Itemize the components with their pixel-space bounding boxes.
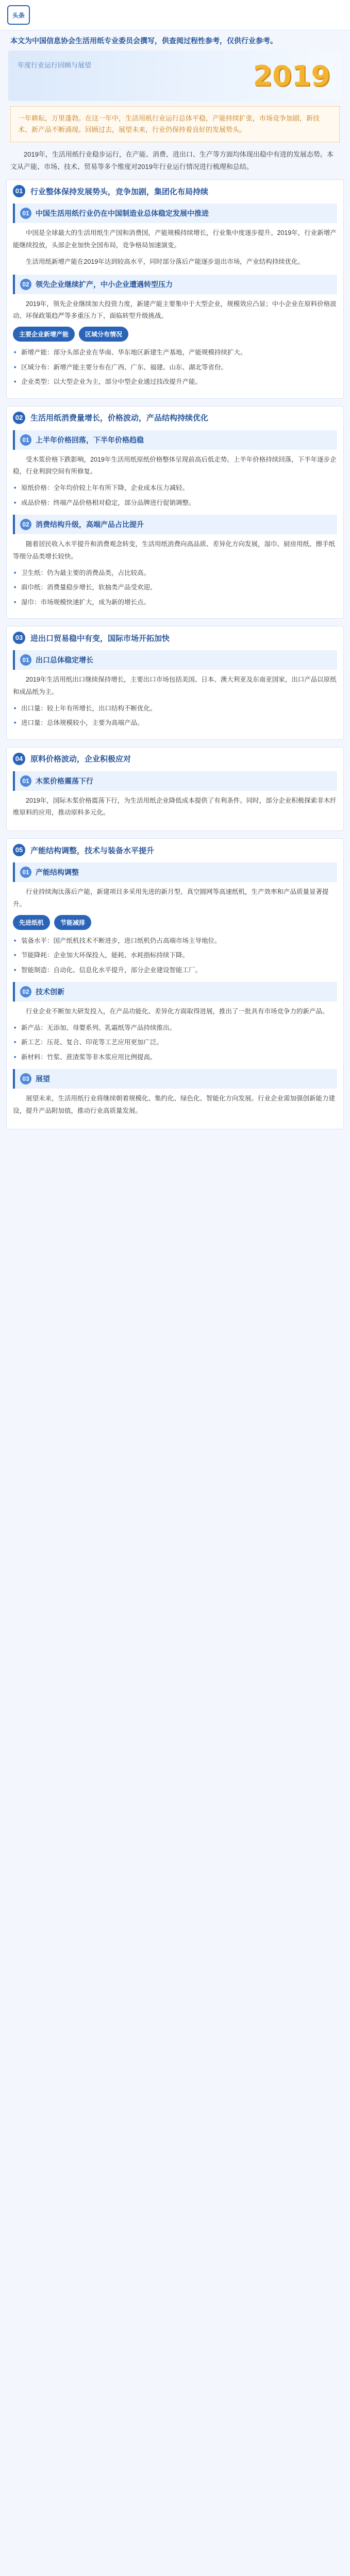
subsection-header bbox=[13, 982, 337, 1002]
content-section bbox=[6, 179, 344, 398]
subsection-title: 木浆价格震荡下行 bbox=[36, 776, 93, 785]
paragraph: 行业企业不断加大研发投入，在产品功能化、差异化方面取得进展，推出了一批具有市场竞争力的新产品。 bbox=[26, 1008, 329, 1015]
subsection-number: 03 bbox=[20, 1073, 31, 1084]
top-bar bbox=[0, 0, 350, 30]
section-number: 03 bbox=[13, 632, 25, 644]
paragraph: 行业持续淘汰落后产能，新建项目多采用先进的新月型、真空圆网等高速纸机，生产效率和产品质量显著提升。 bbox=[13, 888, 329, 908]
subsection-header bbox=[13, 862, 337, 882]
subsection-title: 消费结构升级，高端产品占比提升 bbox=[36, 520, 144, 529]
summary-text: 本文为中国信息协会生活用纸专业委员会撰写，供查阅过程性参考，仅供行业参考。 bbox=[10, 37, 277, 45]
bullet-item: • 新产品：无添加、母婴系列、乳霜纸等产品持续推出。 bbox=[13, 1022, 337, 1034]
bullet-item: • 区域分布：新增产能主要分布在广西、广东、福建、山东、湖北等省份。 bbox=[13, 362, 337, 374]
bullet-list bbox=[13, 703, 337, 729]
tag-chip: 节能减排 bbox=[54, 915, 91, 930]
bullet-list bbox=[13, 567, 337, 608]
subsection-title: 技术创新 bbox=[36, 988, 64, 996]
section-header bbox=[13, 412, 337, 424]
bullet-item: • 新材料：竹浆、蔗渣浆等非木浆应用比例提高。 bbox=[13, 1052, 337, 1063]
subsection-number: 01 bbox=[20, 654, 31, 666]
section-title: 原料价格波动，企业积极应对 bbox=[30, 755, 131, 764]
section-header bbox=[13, 753, 337, 765]
bullet-list bbox=[13, 347, 337, 388]
tag-chip: 主要企业新增产能 bbox=[13, 327, 75, 342]
subsection-header bbox=[13, 771, 337, 791]
section-number: 02 bbox=[13, 412, 25, 424]
content-section bbox=[6, 838, 344, 1129]
subsection-header bbox=[13, 650, 337, 670]
content-section bbox=[6, 626, 344, 740]
paragraph: 展望未来，生活用纸行业将继续朝着规模化、集约化、绿色化、智能化方向发展。行业企业需加强创新能力建设，提升产品附加值，推动行业高质量发展。 bbox=[13, 1095, 336, 1115]
content-section bbox=[6, 406, 344, 619]
bullet-list bbox=[13, 1022, 337, 1063]
section-number: 01 bbox=[13, 185, 25, 197]
subsection-header bbox=[13, 204, 337, 223]
subsection-number: 01 bbox=[20, 434, 31, 446]
subsection-title: 出口总体稳定增长 bbox=[36, 656, 93, 665]
paragraph: 2019年生活用纸出口继续保持增长，主要出口市场包括美国、日本、澳大利亚及东南亚国家，出口产品以原纸和成品纸为主。 bbox=[13, 676, 337, 696]
year-banner bbox=[8, 50, 342, 101]
paragraph: 随着居民收入水平提升和消费观念转变，生活用纸消费向高品质、差异化方向发展，湿巾、厨房用纸、擦手纸等细分品类增长较快。 bbox=[13, 540, 336, 560]
bullet-item: • 卫生纸：仍为最主要的消费品类，占比较高。 bbox=[13, 567, 337, 579]
bullet-item: • 智能制造：自动化、信息化水平提升，部分企业建设智能工厂。 bbox=[13, 964, 337, 976]
tag-row bbox=[13, 327, 337, 342]
subsection-number: 01 bbox=[20, 867, 31, 878]
subsection-title: 展望 bbox=[36, 1075, 50, 1083]
logo-icon: 头条 bbox=[7, 5, 30, 25]
section-title: 行业整体保持发展势头，竞争加剧，集团化布局持续 bbox=[30, 187, 209, 196]
tag-chip: 先进纸机 bbox=[13, 915, 50, 930]
section-header bbox=[13, 844, 337, 856]
banner-subtitle: 年度行业运行回顾与展望 bbox=[18, 61, 92, 69]
section-title: 生活用纸消费量增长，价格波动，产品结构持续优化 bbox=[30, 414, 209, 423]
subsection-number: 01 bbox=[20, 775, 31, 787]
section-header bbox=[13, 632, 337, 644]
intro-quote: 一年耕耘，万里蓬勃。在这一年中，生活用纸行业运行总体平稳，产能持续扩张，市场竞争加剧，新技术、新产品不断涌现。回顾过去，展望未来，行业仍保持着良好的发展势头。 bbox=[10, 106, 340, 142]
subsection-number: 02 bbox=[20, 519, 31, 530]
section-number: 05 bbox=[13, 844, 25, 856]
bullet-item: • 湿巾：市场规模快速扩大，成为新的增长点。 bbox=[13, 597, 337, 608]
tag-chip: 区域分布情况 bbox=[79, 327, 128, 342]
paragraph: 2019年，领先企业继续加大投资力度，新建产能主要集中于大型企业，规模效应凸显；中小企业在原料价格波动、环保政策趋严等多重压力下，面临转型升级挑战。 bbox=[13, 300, 337, 320]
bullet-list bbox=[13, 482, 337, 509]
banner-year: 2019 bbox=[253, 60, 330, 92]
bullet-item: • 原纸价格：全年均价较上年有所下降，企业成本压力减轻。 bbox=[13, 482, 337, 494]
bullet-item: • 面巾纸：消费量稳步增长，软抽类产品受欢迎。 bbox=[13, 582, 337, 594]
bullet-item: • 成品价格：终端产品价格相对稳定，部分品牌进行促销调整。 bbox=[13, 497, 337, 509]
paragraph: 受木浆价格下跌影响，2019年生活用纸原纸价格整体呈现前高后低走势。上半年价格持续回落，下半年逐步企稳，行业利润空间有所修复。 bbox=[13, 455, 337, 476]
subsection-title: 上半年价格回落，下半年价格趋稳 bbox=[36, 435, 144, 444]
subsection-number: 02 bbox=[20, 279, 31, 290]
paragraph: 2019年，国际木浆价格震荡下行，为生活用纸企业降低成本提供了有利条件。同时，部分企业积极探索非木纤维原料的应用，推动原料多元化。 bbox=[13, 796, 337, 817]
bullet-item: • 装备水平：国产纸机技术不断进步，进口纸机仍占高端市场主导地位。 bbox=[13, 935, 337, 947]
bullet-list bbox=[13, 935, 337, 976]
subsection-header bbox=[13, 430, 337, 450]
subsection-header bbox=[13, 275, 337, 294]
lead-paragraph: 2019年，生活用纸行业稳步运行，在产能、消费、进出口、生产等方面均体现出稳中有进的发展态势。本文从产能、市场、技术、贸易等多个维度对2019年行业运行情况进行梳理和总结。 bbox=[10, 150, 334, 171]
content-section bbox=[6, 747, 344, 832]
bullet-item: • 新工艺：压花、复合、印花等工艺应用更加广泛。 bbox=[13, 1037, 337, 1048]
subsection-title: 领先企业继续扩产，中小企业遭遇转型压力 bbox=[36, 280, 173, 289]
subsection-number: 02 bbox=[20, 986, 31, 997]
subsection-title: 中国生活用纸行业仍在中国制造业总体稳定发展中推进 bbox=[36, 209, 209, 218]
section-header bbox=[13, 185, 337, 197]
subsection-header bbox=[13, 515, 337, 534]
bullet-item: • 企业类型：以大型企业为主，部分中型企业通过技改提升产能。 bbox=[13, 376, 337, 388]
section-title: 进出口贸易稳中有变，国际市场开拓加快 bbox=[30, 634, 170, 643]
section-title: 产能结构调整，技术与装备水平提升 bbox=[30, 846, 155, 855]
bullet-item: • 出口量：较上年有所增长，出口结构不断优化。 bbox=[13, 703, 337, 715]
subsection-title: 产能结构调整 bbox=[36, 868, 79, 877]
bullet-item: • 进口量：总体规模较小，主要为高端产品。 bbox=[13, 717, 337, 729]
section-number: 04 bbox=[13, 753, 25, 765]
bullet-item: • 新增产能：部分头部企业在华南、华东地区新建生产基地，产能规模持续扩大。 bbox=[13, 347, 337, 359]
tag-row bbox=[13, 915, 337, 930]
sections-container bbox=[0, 179, 350, 1129]
subsection-header bbox=[13, 1069, 337, 1089]
paragraph: 中国是全球最大的生活用纸生产国和消费国，产能规模持续增长，行业集中度逐步提升。2019年，行业新增产能继续投放，头部企业加快全国布局，竞争格局加速演变。 bbox=[13, 229, 337, 249]
subsection-number: 01 bbox=[20, 208, 31, 219]
bullet-item: • 节能降耗：企业加大环保投入，能耗、水耗指标持续下降。 bbox=[13, 950, 337, 961]
paragraph: 生活用纸新增产能在2019年达到较高水平，同时部分落后产能逐步退出市场，产业结构持续优化。 bbox=[26, 258, 305, 265]
